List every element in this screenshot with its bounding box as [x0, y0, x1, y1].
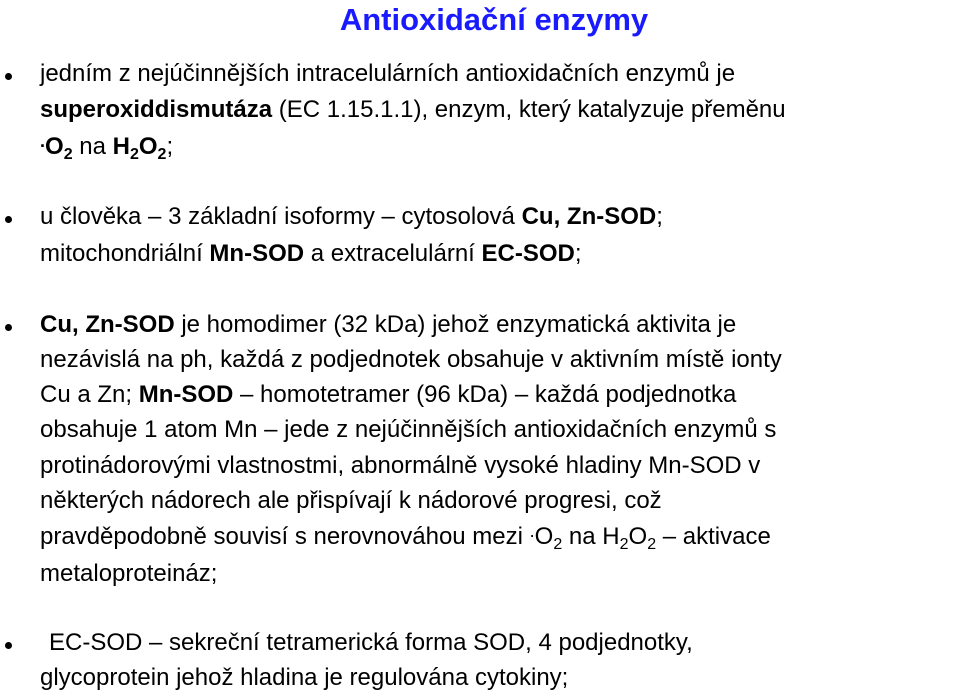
text-line: glycoprotein jehož hladina je regulována cytokiny; [40, 664, 569, 691]
text-span: pravděpodobně souvisí s nerovnováhou mezi [40, 523, 530, 550]
subscript: 2 [553, 536, 563, 553]
text-span: O [628, 523, 648, 550]
bullet-dot-icon [5, 642, 12, 649]
text-line [40, 381, 736, 409]
term-mn-sod: Mn-SOD [138, 381, 234, 408]
text-line: metaloproteináz; [40, 560, 218, 587]
bullet-dot-icon [5, 73, 12, 80]
text-line [40, 96, 786, 124]
bullet-dot-icon [5, 216, 12, 223]
text-span: je homodimer (32 kDa) jehož enzymatická aktivita je [174, 311, 737, 338]
subscript: 2 [129, 146, 139, 163]
text-span: H [112, 133, 130, 160]
term-cu-zn-sod: Cu, Zn-SOD [521, 203, 657, 230]
text-span: u člověka – 3 základní isoformy – cytosolová [40, 203, 522, 230]
term-ec-sod: EC-SOD [481, 240, 575, 267]
text-span: – aktivace [656, 523, 771, 550]
bullet-dot-icon [5, 324, 12, 331]
text-line: protinádorovými vlastnostmi, abnormálně vysoké hladiny Mn-SOD v [40, 452, 761, 479]
subscript: 2 [619, 536, 629, 553]
text-span: Cu a Zn; [40, 381, 139, 408]
text-span: (EC 1.15.1.1), enzym, který katalyzuje přeměnu [272, 96, 786, 123]
subscript: 2 [63, 146, 73, 163]
text-line: nezávislá na ph, každá z podjednotek obsahuje v aktivním místě ionty [40, 346, 782, 373]
radical-dot: . [529, 521, 535, 541]
text-line: obsahuje 1 atom Mn – jede z nejúčinnějších antioxidačních enzymů s [40, 416, 777, 443]
radical-dot: . [40, 131, 46, 151]
formula-line [40, 523, 771, 551]
formula-line [40, 133, 173, 161]
text-span: O [534, 523, 554, 550]
subscript: 2 [157, 146, 167, 163]
text-span: na H [562, 523, 620, 550]
text-span: a extracelulární [304, 240, 482, 267]
text-span: na [72, 133, 113, 160]
term-mn-sod: Mn-SOD [209, 240, 305, 267]
text-span: ; [574, 240, 582, 267]
text-line: některých nádorech ale přispívají k nádorové progresi, což [40, 487, 662, 514]
text-span: O [138, 133, 158, 160]
text-line [40, 311, 736, 339]
page-title: Antioxidační enzymy [339, 2, 649, 37]
text-span: – homotetramer (96 kDa) – každá podjednotka [233, 381, 737, 408]
text-line: EC-SOD – sekreční tetramerická forma SOD, 4 podjednotky, [49, 629, 693, 656]
text-line [40, 240, 582, 268]
text-span: ; [166, 133, 174, 160]
text-span: ; [656, 203, 663, 230]
term-cu-zn-sod: Cu, Zn-SOD [40, 311, 175, 338]
text-span: O [45, 133, 64, 160]
text-line [40, 203, 663, 231]
term-sod: superoxiddismutáza [40, 96, 273, 123]
text-span: mitochondriální [40, 240, 210, 267]
text-line: jedním z nejúčinnějších intracelulárních antioxidačních enzymů je [40, 60, 736, 87]
subscript: 2 [647, 536, 657, 553]
